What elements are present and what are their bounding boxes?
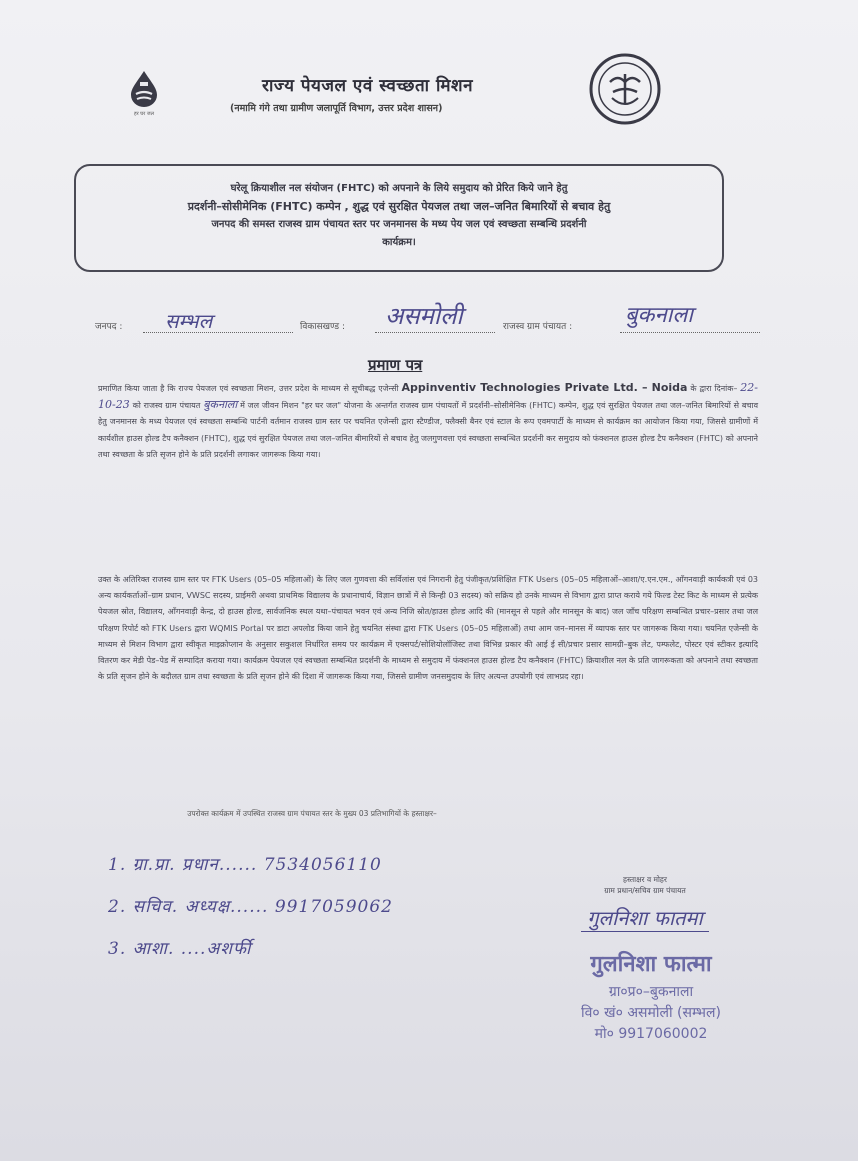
program-title-box <box>74 164 724 272</box>
agency-name: Appinventiv Technologies Private Ltd. – Noida <box>401 381 688 394</box>
block-label: विकासखण्ड : <box>300 322 346 332</box>
panchayat-value: बुकनाला <box>625 303 693 328</box>
para1-village-label: को राजस्व ग्राम पंचायत <box>132 401 201 411</box>
participants-note: उपरोक्त कार्यक्रम में उपस्थित राजस्व ग्राम पंचायत स्तर के मुख्य 03 प्रतिभागियों के हस्ताक्षर– <box>187 809 437 818</box>
stamp-name: गुलनिशा फात्मा <box>590 952 712 977</box>
program-line-3: जनपद की समस्त राजस्व ग्राम पंचायत स्तर पर जनमानस के मध्य पेय जल एवं स्वच्छता सम्बन्धि प्रदर्शनी <box>211 219 587 230</box>
logo-caption: हर घर जल <box>134 111 154 117</box>
stamp-village: ग्रा०प्र०–बुकनाला <box>608 984 694 1000</box>
jal-jeevan-mission-logo <box>118 70 170 117</box>
para1-date-label: के द्वारा दिनांक– <box>690 384 738 393</box>
village-name: बुकनाला <box>203 398 238 412</box>
water-drop-icon <box>127 70 161 108</box>
signatory-label-2: ग्राम प्रधान/सचिव ग्राम पंचायत <box>604 886 686 895</box>
stamp-phone: मो० 9917060002 <box>594 1026 708 1042</box>
district-label: जनपद : <box>95 322 123 332</box>
district-value: सम्भल <box>165 309 213 333</box>
state-emblem-icon <box>588 52 662 126</box>
program-line-4: कार्यक्रम। <box>382 237 416 248</box>
header-subtitle: (नमामि गंगे तथा ग्रामीण जलापूर्ति विभाग, उत्तर प्रदेश शासन) <box>230 103 443 114</box>
signatory-block <box>530 874 760 932</box>
up-government-emblem <box>588 52 662 126</box>
panchayat-label: राजस्व ग्राम पंचायत : <box>503 322 573 332</box>
certificate-title: प्रमाण पत्र <box>368 356 423 374</box>
block-value: असमोली <box>385 302 463 330</box>
representative-2: 2. सचिव. अध्यक्ष...... 9917059062 <box>108 897 393 917</box>
certificate-paragraph-1 <box>98 380 758 463</box>
header-title: राज्य पेयजल एवं स्वच्छता मिशन <box>262 76 474 96</box>
representative-3: 3. आशा. ....अशर्फी <box>108 939 252 959</box>
official-stamp <box>536 948 766 1043</box>
para1-body: में जल जीवन मिशन "हर घर जल" योजना के अन्तर्गत राजस्व ग्राम पंचायतों में प्रदर्शनी–सोसीमेनिक (FHTC) कम्पेन, शुद्ध एवं सुरक्षित पेयजल तथा जल–जनित बिमारियों से बचाव हेतु जनमानस के मध्य पेयजल एवं स्वच्छता सम्बन्धि पार्टनी वर्तमान राजस्व ग्राम स्तर पर चयनित एजेन्सी द्वारा स्टैण्डीज, फ्लैक्सी बैनर एवं स्टाल के रूप एवमपार्टी के माध्यम से कार्यक्रम का आयोजन किया गया, जिससे ग्रामीणों में कार्यशील हाउस होल्ड टैप कनैक्शन (FHTC), शुद्ध एवं सुरक्षित पेयजल तथा जल–जनित बीमारियों से बचाव हेतु जलगुणवत्ता एवं स्वच्छता सम्बन्धित प्रदर्शनी कर समुदाय को फंक्शनल हाउस होल्ड टैप कनैक्शन (FHTC) को अपनाने तथा स्वच्छता के प्रति सृजन होने के प्रति प्रदर्शनी लगाकर जागरूक किया गया। <box>98 401 759 459</box>
event-date: 22-10-23 <box>98 381 759 412</box>
para1-intro: प्रमाणित किया जाता है कि राज्य पेयजल एवं स्वच्छता मिशन, उत्तर प्रदेश के माध्यम से सूचीबद्ध एजेन्सी <box>98 384 399 393</box>
program-line-2: प्रदर्शनी–सोसीमेनिक (FHTC) कम्पेन , शुद्ध एवं सुरक्षित पेयजल तथा जल–जनित बिमारियों से बचाव हेतु <box>187 200 611 213</box>
stamp-block: वि० खं० असमोली (सम्भल) <box>581 1005 721 1021</box>
certificate-paragraph-2: उक्त के अतिरिक्त राजस्व ग्राम स्तर पर FTK Users (05–05 महिलाओं) के लिए जल गुणवत्ता की सर्विलांस एवं निगरानी हेतु पंजीकृत/प्रशिक्षित FTK Users (05–05 महिलाओं–आशा/ए.एन.एम., आँगनवाड़ी कार्यकत्री एवं 03 अन्य कार्यकर्ताओं–ग्राम प्रधान, VWSC सदस्य, प्राईमरी अथवा प्राथमिक विद्यालय के प्रधानाचार्य, विज्ञान छात्रों में से किन्ही 03 सदस्य) को सक्रिय हो उनके माध्यम से विभाग द्वारा प्राप्त कराये गये फिल्ड टेस्ट किट के माध्यम से प्रत्येक पेयजल स्रोत, विद्यालय, आँगनवाड़ी केन्द्र, दो हाउस होल्ड, सार्वजनिक स्थल यथा–पंचायत भवन एवं अन्य निजि स्रोत/हाउस होल्ड आदि की (मानसून से पहले और मानसून के बाद) जल जाँच परिक्षण सम्बन्धित प्रचार–प्रसार तथा जल परिक्षण रिपोर्ट को FTK Users द्वारा WQMIS Portal पर डाटा अपलोड किया जाने हेतु चयनित संस्था द्वारा FTK Users (05–05 महिलाओं) तथा आम जन–मानस में व्यापक स्तर पर जागरूक किया गया। चयनित एजेन्सी के माध्यम से मिशन विभाग द्वारा स्वीकृत माइक्रोप्लान के अनुसार सकुशल निर्धारित समय पर कार्यक्रम में एक्सपर्ट/सोशियोलॉजिस्ट तथा विभिन्न प्रकार की आई ई सी/प्रचार प्रसार सामग्री–बुक लेट, पम्फलेट, पोस्टर एवं स्टीकर इत्यादि वितरण कर मेडी पेड–पेड में सम्पादित कराया गया। कार्यक्रम पेयजल एवं स्वच्छता सम्बन्धित प्रदर्शनी के माध्यम से समुदाय में फंक्शनल हाउस होल्ड टैप कनैक्शन (FHTC) क्रियाशील नल के प्रति जागरूकता को अपनाने तथा स्वच्छता के प्रति सृजन होने के बदौलत ग्राम तथा स्वच्छता के प्रति सृजन होने की दिशा में जागरूक किया गया, जिससे ग्रामीण जनसमुदाय के लिए अत्यन्त उपयोगी एवं लाभप्रद रहा। <box>98 575 758 682</box>
location-row <box>95 302 765 345</box>
representative-1: 1. ग्रा.प्रा. प्रधान...... 7534056110 <box>108 855 382 875</box>
signatory-label-1: हस्ताक्षर व मोहर <box>623 875 667 884</box>
pradhan-signature: गुलनिशा फातमा <box>581 904 708 932</box>
program-line-1: घरेलू क्रियाशील नल संयोजन (FHTC) को अपनाने के लिये समुदाय को प्रेरित किये जाने हेतु <box>230 183 568 194</box>
